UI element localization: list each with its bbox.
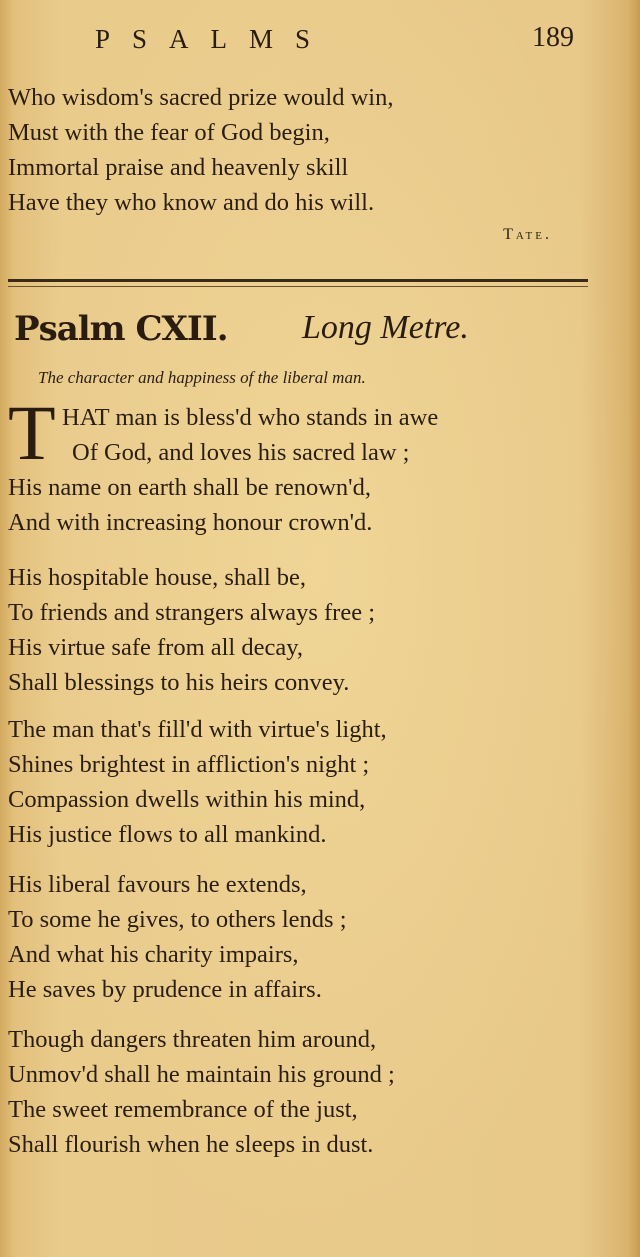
- verse-line: He saves by prudence in affairs.: [8, 976, 322, 1003]
- stanza-2: [8, 560, 608, 700]
- verse-line: Of God, and loves his sacred law ;: [72, 439, 410, 466]
- verse-line: Though dangers threaten him around,: [8, 1026, 377, 1053]
- verse-line: Shall blessings to his heirs convey.: [8, 669, 350, 696]
- verse-line: HAT man is bless'd who stands in awe: [62, 404, 439, 431]
- page-header: [0, 18, 640, 62]
- verse-line: His name on earth shall be renown'd,: [8, 474, 371, 501]
- verse-line: Shines brightest in affliction's night ;: [8, 751, 370, 778]
- psalm-argument: The character and happiness of the liberal man.: [38, 368, 366, 387]
- psalm-metre: Long Metre.: [302, 309, 469, 346]
- stanza-3: [8, 712, 608, 852]
- verse-line: Compassion dwells within his mind,: [8, 786, 366, 813]
- page-number: 189: [532, 22, 574, 53]
- verse-line: And what his charity impairs,: [8, 941, 299, 968]
- stanza-4: [8, 867, 608, 1007]
- drop-cap: T: [8, 389, 56, 476]
- verse-line: Must with the fear of God begin,: [8, 119, 330, 146]
- running-head: PSALMS: [95, 24, 333, 54]
- verse-line: His liberal favours he extends,: [8, 871, 307, 898]
- verse-line: Who wisdom's sacred prize would win,: [8, 84, 394, 111]
- verse-line: To some he gives, to others lends ;: [8, 906, 347, 933]
- verse-line: His hospitable house, shall be,: [8, 564, 307, 591]
- verse-line: His justice flows to all mankind.: [8, 821, 327, 848]
- stanza-1: [8, 389, 608, 540]
- verse-line: Have they who know and do his will.: [8, 189, 375, 216]
- verse-line: His virtue safe from all decay,: [8, 634, 304, 661]
- previous-psalm-closing-stanza: [8, 80, 608, 220]
- verse-line: The sweet remembrance of the just,: [8, 1096, 358, 1123]
- verse-line: And with increasing honour crown'd.: [8, 509, 373, 536]
- verse-line: Immortal praise and heavenly skill: [8, 154, 349, 181]
- psalm-heading: [14, 309, 604, 349]
- verse-line: The man that's fill'd with virtue's light,: [8, 716, 387, 743]
- author-attribution: Tate.: [503, 226, 552, 243]
- verse-line: Shall flourish when he sleeps in dust.: [8, 1131, 374, 1158]
- verse-line: Unmov'd shall he maintain his ground ;: [8, 1061, 395, 1088]
- section-rule: [8, 279, 588, 282]
- section-rule-thin: [8, 286, 588, 287]
- psalm-title: Psalm CXII.: [14, 309, 228, 349]
- verse-line: To friends and strangers always free ;: [8, 599, 376, 626]
- stanza-5: [8, 1022, 608, 1162]
